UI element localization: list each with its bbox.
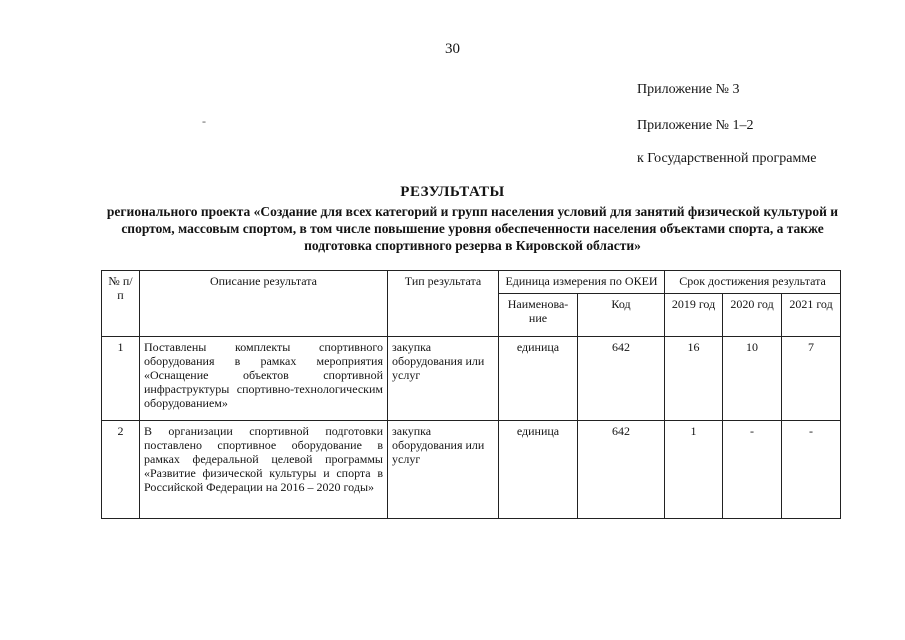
header-unit-group: Единица измерения по ОКЕИ [499,271,665,294]
row-2020: 10 [723,337,782,421]
header-description: Описание результата [140,271,388,337]
header-year-2021: 2021 год [782,294,841,337]
row-2021: 7 [782,337,841,421]
header-unit-name: Наименова-ние [499,294,578,337]
header-year-2019: 2019 год [665,294,723,337]
annex-line-2: Приложение № 1–2 [637,118,754,133]
row-type: закупка оборудования или услуг [388,421,499,519]
row-num: 2 [102,421,140,519]
annex-line-3: к Государственной программе [637,151,817,166]
annex-line-1: Приложение № 3 [637,82,740,97]
header-type: Тип результата [388,271,499,337]
row-num: 1 [102,337,140,421]
row-description: В организации спортивной подготовки поставлено спортивное оборудование в рамках федеральной целевой программы «Развитие физической культуры и спорта в Российской Федерации на 2016 – 2020 годы» [140,421,388,519]
results-table [101,270,841,519]
row-2019: 1 [665,421,723,519]
header-unit-code: Код [578,294,665,337]
row-unit-code: 642 [578,337,665,421]
table-row [102,337,841,421]
table-header-row [102,271,841,294]
header-year-2020: 2020 год [723,294,782,337]
row-description: Поставлены комплекты спортивного оборудования в рамках мероприятия «Оснащение объектов спортивной инфраструктуры спортивно-технологическим оборудованием» [140,337,388,421]
document-subtitle: регионального проекта «Создание для всех категорий и групп населения условий для занятий физической культурой и спортом, массовым спортом, в том числе повышение уровня обеспеченности населения объектами спорта, а также подготовка спортивного резерва в Кировской области» [106,204,839,253]
row-2020: - [723,421,782,519]
row-unit-code: 642 [578,421,665,519]
row-unit-name: единица [499,421,578,519]
page-number: 30 [445,41,460,57]
document-title: РЕЗУЛЬТАТЫ [400,184,505,200]
stray-dash-mark: - [202,114,206,128]
row-2021: - [782,421,841,519]
table-row [102,421,841,519]
row-2019: 16 [665,337,723,421]
header-num: № п/п [102,271,140,337]
row-type: закупка оборудования или услуг [388,337,499,421]
row-unit-name: единица [499,337,578,421]
header-deadline-group: Срок достижения результата [665,271,841,294]
